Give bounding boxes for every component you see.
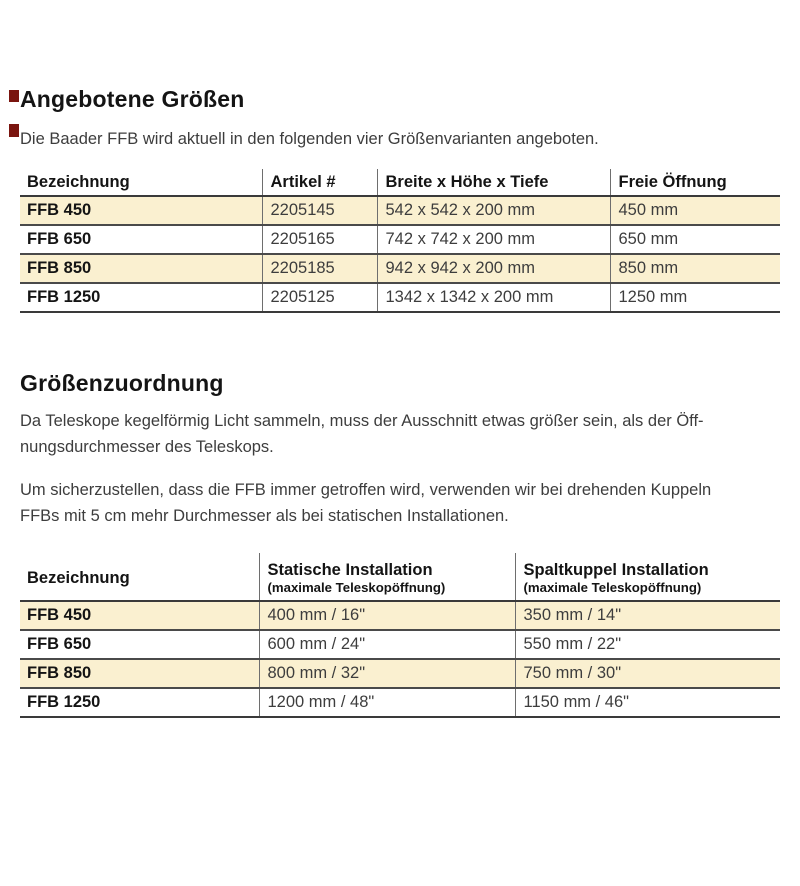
slit-dome-cell: 1150 mm / 46" xyxy=(515,688,780,717)
static-installation-cell: 1200 mm / 48" xyxy=(259,688,515,717)
table-row-ffb450 xyxy=(20,601,780,630)
paragraph-light-cone xyxy=(20,408,780,460)
column-header-static-installation xyxy=(259,553,515,601)
column-header-dimensions: Breite x Höhe x Tiefe xyxy=(377,169,610,196)
artikel-cell: 2205145 xyxy=(262,196,377,225)
column-header-bezeichnung xyxy=(20,553,259,601)
section-title-size-mapping: Größenzuordnung xyxy=(20,370,224,396)
table-row-ffb1250 xyxy=(20,283,780,312)
table-row-ffb850 xyxy=(20,254,780,283)
column-header-label: Spaltkuppel Installation xyxy=(523,560,709,579)
static-installation-cell: 400 mm / 16" xyxy=(259,601,515,630)
column-header-sublabel: (maximale Teleskopöffnung) xyxy=(523,579,702,595)
paragraph-dome-margin xyxy=(20,477,780,529)
free-opening-cell: 850 mm xyxy=(610,254,780,283)
product-name-cell: FFB 1250 xyxy=(20,688,259,717)
product-name-cell: FFB 850 xyxy=(20,254,262,283)
column-header-slit-dome-installation xyxy=(515,553,780,601)
product-name-cell: FFB 450 xyxy=(20,196,262,225)
dimensions-cell: 1342 x 1342 x 200 mm xyxy=(377,283,610,312)
size-mapping-table-header xyxy=(20,553,780,601)
column-header-artikel: Artikel # xyxy=(262,169,377,196)
free-opening-cell: 650 mm xyxy=(610,225,780,254)
column-header-free-opening: Freie Öffnung xyxy=(610,169,780,196)
dimensions-cell: 742 x 742 x 200 mm xyxy=(377,225,610,254)
static-installation-cell: 600 mm / 24" xyxy=(259,630,515,659)
section-title-offered-sizes: Angebotene Größen xyxy=(20,86,245,112)
free-opening-cell: 450 mm xyxy=(610,196,780,225)
paragraph-line: Um sicherzustellen, dass die FFB immer getroffen wird, verwenden wir bei drehenden Kuppeln xyxy=(20,481,712,499)
column-header-bezeichnung: Bezeichnung xyxy=(20,169,262,196)
intro-text: Die Baader FFB wird aktuell in den folgenden vier Größenvarianten angeboten. xyxy=(20,130,599,148)
table-row-ffb650 xyxy=(20,225,780,254)
artikel-cell: 2205165 xyxy=(262,225,377,254)
table-row-ffb850 xyxy=(20,659,780,688)
product-name-cell: FFB 1250 xyxy=(20,283,262,312)
product-name-cell: FFB 450 xyxy=(20,601,259,630)
paragraph-line: nungsdurchmesser des Teleskops. xyxy=(20,438,274,456)
static-installation-cell: 800 mm / 32" xyxy=(259,659,515,688)
document-page xyxy=(0,86,800,718)
paragraph-line: Da Teleskope kegelförmig Licht sammeln, muss der Ausschnitt etwas größer sein, als der Öff- xyxy=(20,412,704,430)
artikel-cell: 2205185 xyxy=(262,254,377,283)
slit-dome-cell: 350 mm / 14" xyxy=(515,601,780,630)
page-edge-mark-top xyxy=(9,90,19,102)
size-mapping-table xyxy=(20,553,780,718)
free-opening-cell: 1250 mm xyxy=(610,283,780,312)
product-name-cell: FFB 650 xyxy=(20,630,259,659)
table-row-ffb1250 xyxy=(20,688,780,717)
slit-dome-cell: 750 mm / 30" xyxy=(515,659,780,688)
column-header-label: Statische Installation xyxy=(267,560,433,579)
dimensions-cell: 542 x 542 x 200 mm xyxy=(377,196,610,225)
product-name-cell: FFB 850 xyxy=(20,659,259,688)
offered-sizes-table xyxy=(20,169,780,313)
page-edge-mark-bottom xyxy=(9,124,19,137)
offered-sizes-table-header xyxy=(20,169,780,196)
column-header-sublabel: (maximale Teleskopöffnung) xyxy=(267,579,446,595)
paragraph-line: FFBs mit 5 cm mehr Durchmesser als bei statischen Installationen. xyxy=(20,507,509,525)
artikel-cell: 2205125 xyxy=(262,283,377,312)
dimensions-cell: 942 x 942 x 200 mm xyxy=(377,254,610,283)
table-row-ffb450 xyxy=(20,196,780,225)
product-name-cell: FFB 650 xyxy=(20,225,262,254)
slit-dome-cell: 550 mm / 22" xyxy=(515,630,780,659)
table-row-ffb650 xyxy=(20,630,780,659)
column-header-label: Bezeichnung xyxy=(27,568,130,587)
